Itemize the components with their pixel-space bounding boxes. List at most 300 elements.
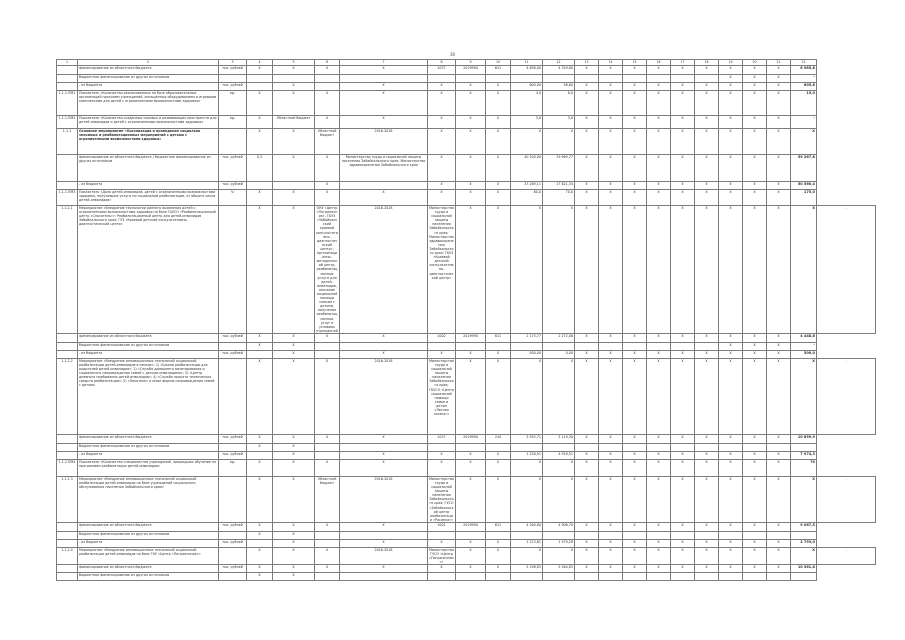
table-cell: X <box>719 451 743 459</box>
table-cell: X <box>456 358 486 434</box>
table-cell <box>247 75 273 83</box>
table-cell: 1.1.1.ПМ2 <box>57 116 78 129</box>
table-cell: X <box>486 182 511 190</box>
table-cell: X <box>340 333 428 342</box>
row-total: 605,6 <box>791 83 817 91</box>
table-cell <box>57 443 78 451</box>
table-cell <box>57 434 78 443</box>
column-number: 1 <box>57 60 78 66</box>
table-cell: X <box>623 91 647 116</box>
table-cell: X <box>623 190 647 206</box>
table-cell: X <box>671 129 695 155</box>
table-cell: X <box>647 182 671 190</box>
table-cell: X <box>767 547 791 564</box>
row-total: X <box>791 358 817 434</box>
table-cell: 611 <box>486 333 511 342</box>
table-cell: X <box>543 547 575 564</box>
table-cell <box>599 443 623 451</box>
table-cell: X <box>247 342 273 350</box>
table-cell: X <box>743 342 767 350</box>
table-cell <box>695 443 719 451</box>
table-cell: ед. <box>219 91 247 116</box>
table-cell: X <box>743 358 767 434</box>
table-cell <box>315 539 340 547</box>
table-cell: X <box>719 91 743 116</box>
table-cell: X <box>247 358 273 434</box>
row-total: - <box>791 75 817 83</box>
table-cell: X <box>456 190 486 206</box>
table-cell: X <box>695 155 719 182</box>
table-cell: X <box>428 350 456 358</box>
column-number: 15 <box>623 60 647 66</box>
table-row <box>57 443 876 451</box>
table-cell: X <box>767 116 791 129</box>
table-cell: X <box>247 522 273 531</box>
table-cell: X <box>543 476 575 522</box>
table-cell: X <box>623 565 647 573</box>
table-cell: X <box>719 476 743 522</box>
table-cell <box>456 443 486 451</box>
table-cell: X <box>623 459 647 476</box>
table-cell <box>767 573 791 581</box>
table-cell: X <box>247 547 273 564</box>
row-total: 500,0 <box>791 350 817 358</box>
table-cell: X <box>575 83 599 91</box>
table-cell: X <box>671 116 695 129</box>
table-cell: X <box>719 434 743 443</box>
table-cell: X <box>599 547 623 564</box>
table-cell: X <box>719 539 743 547</box>
table-cell: X <box>543 129 575 155</box>
table-cell: X <box>273 547 315 564</box>
table-cell: Министерство труда и социальной защиты населения Забайкальского края; Министерство здравоохранения Забайкальского края; ГБУЗ «Краевой детский консультативно-диагностический центр» <box>428 206 456 334</box>
table-cell <box>743 443 767 451</box>
table-cell: X <box>647 459 671 476</box>
table-cell <box>219 206 247 334</box>
table-cell: X <box>247 476 273 522</box>
row-description: финансирование из областного бюджета / бюджетное финансирование из других источников <box>78 155 219 182</box>
table-cell: X <box>456 206 486 334</box>
row-total: 50 560,4 <box>791 182 817 190</box>
table-cell <box>428 75 456 83</box>
column-number: 22 <box>791 60 817 66</box>
table-cell: X <box>647 206 671 334</box>
table-cell: X <box>599 539 623 547</box>
table-cell: X <box>340 83 428 91</box>
table-cell: X <box>247 573 273 581</box>
table-cell: X <box>456 129 486 155</box>
column-number: 20 <box>743 60 767 66</box>
table-cell <box>695 75 719 83</box>
table-cell: X <box>647 155 671 182</box>
table-cell: X <box>719 358 743 434</box>
table-cell <box>57 531 78 539</box>
table-cell: X <box>315 66 340 75</box>
table-cell: X <box>599 350 623 358</box>
row-total: 175,0 <box>791 190 817 206</box>
table-row <box>57 573 876 581</box>
table-cell <box>719 531 743 539</box>
column-number: 3 <box>219 60 247 66</box>
table-cell <box>428 531 456 539</box>
table-cell: X <box>273 434 315 443</box>
table-cell: X <box>599 206 623 334</box>
row-total: - <box>791 116 817 129</box>
table-cell <box>671 531 695 539</box>
table-cell: X <box>247 66 273 75</box>
table-cell: X <box>767 476 791 522</box>
table-cell: X <box>575 155 599 182</box>
table-cell: X <box>315 565 340 573</box>
table-cell: X <box>428 539 456 547</box>
table-cell: X <box>247 434 273 443</box>
table-cell: X <box>743 190 767 206</box>
table-cell: X <box>486 358 511 434</box>
table-cell: 4 329,80 <box>543 66 575 75</box>
table-cell <box>575 443 599 451</box>
table-cell: X <box>315 91 340 116</box>
table-cell: X <box>671 333 695 342</box>
table-cell: X <box>315 358 340 434</box>
table-cell <box>671 75 695 83</box>
table-cell: X <box>695 206 719 334</box>
table-cell <box>486 573 511 581</box>
column-number: 5 <box>273 60 315 66</box>
table-cell: X <box>767 129 791 155</box>
row-total: 10 361,8 <box>791 565 817 573</box>
table-cell <box>219 443 247 451</box>
table-cell: 4 656,00 <box>511 66 543 75</box>
table-cell: X <box>647 358 671 434</box>
table-cell: X <box>695 522 719 531</box>
table-cell: X <box>671 66 695 75</box>
table-cell: X <box>599 155 623 182</box>
table-cell: X <box>428 83 456 91</box>
table-cell: тыс. рублей <box>219 451 247 459</box>
program-table <box>56 59 876 581</box>
table-cell: X <box>273 451 315 459</box>
table-cell: X <box>340 350 428 358</box>
column-number: 21 <box>767 60 791 66</box>
table-cell: 1.1.1.ПМ3 <box>57 190 78 206</box>
table-cell: X <box>486 129 511 155</box>
table-cell: X <box>575 333 599 342</box>
table-cell <box>575 531 599 539</box>
table-cell: X <box>671 565 695 573</box>
table-cell: X <box>315 459 340 476</box>
table-cell: X <box>543 459 575 476</box>
table-cell: X <box>767 83 791 91</box>
table-cell: X <box>273 539 315 547</box>
table-cell <box>57 342 78 350</box>
table-cell <box>428 342 456 350</box>
table-cell: 33 269,11 <box>511 182 543 190</box>
table-cell: тыс. рублей <box>219 539 247 547</box>
table-cell: X <box>671 155 695 182</box>
row-total: 70 <box>791 459 817 476</box>
table-cell: X <box>456 182 486 190</box>
table-cell: X <box>767 182 791 190</box>
table-cell: X <box>743 565 767 573</box>
table-cell: X <box>315 116 340 129</box>
table-cell <box>599 342 623 350</box>
table-row <box>57 66 876 75</box>
table-cell: X <box>671 522 695 531</box>
table-cell: 4 906,70 <box>543 522 575 531</box>
table-cell: X <box>623 358 647 434</box>
table-cell <box>511 75 543 83</box>
table-row <box>57 476 876 522</box>
table-cell: 1.1.1 <box>57 129 78 155</box>
table-cell: X <box>486 206 511 334</box>
table-cell <box>340 573 428 581</box>
table-cell: X <box>623 451 647 459</box>
row-total: 7 974,3 <box>791 451 817 459</box>
table-cell <box>219 342 247 350</box>
table-cell: тыс. рублей <box>219 182 247 190</box>
table-cell: X <box>743 434 767 443</box>
table-cell: X <box>623 434 647 443</box>
table-cell: X <box>599 459 623 476</box>
table-cell: X <box>273 443 315 451</box>
table-cell: X <box>743 206 767 334</box>
table-cell: X <box>543 358 575 434</box>
table-cell: X <box>743 83 767 91</box>
table-cell <box>719 573 743 581</box>
table-cell <box>543 443 575 451</box>
table-cell: X <box>743 451 767 459</box>
table-cell: ОКУ «Центр «Пограничник», ГБУЗ «Забайкальский краевой консультативно-диагностический центр», организационно-методический центр, реабилитационные услуги для детей-инвалидов, оказание социальной помощи семьям с детьми, получение реабилитационных услуг в условиях учреждений <box>316 206 338 333</box>
table-cell: X <box>695 333 719 342</box>
table-cell: 5 119,30 <box>543 434 575 443</box>
table-cell: тыс. рублей <box>219 434 247 443</box>
table-cell: X <box>340 190 428 206</box>
table-cell: X <box>273 522 315 531</box>
table-cell: 1.1.1.ПМ1 <box>57 91 78 116</box>
table-cell: 1.1.2.3 <box>57 476 78 522</box>
table-cell: X <box>695 565 719 573</box>
table-cell: X <box>599 333 623 342</box>
table-cell: X <box>695 547 719 564</box>
row-total: 4 448,8 <box>791 333 817 342</box>
table-cell: X <box>273 531 315 539</box>
table-cell <box>315 573 340 581</box>
table-cell: 500,00 <box>511 350 543 358</box>
table-cell <box>219 547 247 564</box>
table-cell: X <box>486 451 511 459</box>
table-cell: X <box>767 190 791 206</box>
table-cell: 611 <box>486 522 511 531</box>
row-total: X <box>791 547 817 564</box>
table-cell: 40 100,00 <box>511 155 543 182</box>
table-cell: X <box>695 358 719 434</box>
page-number: 30 <box>449 52 456 57</box>
table-cell: X <box>575 129 599 155</box>
table-cell: X <box>767 66 791 75</box>
table-cell <box>340 182 428 190</box>
table-cell: X <box>247 190 273 206</box>
row-description: Мероприятие «Внедрение инновационных технологий социальной реабилитации детей-инвалидов на базе ГКУ «Центр «Пограничник»» <box>78 547 219 564</box>
table-cell: X <box>719 75 743 83</box>
table-cell: X <box>575 350 599 358</box>
table-cell: X <box>695 451 719 459</box>
table-row <box>57 434 876 443</box>
table-cell <box>315 350 340 358</box>
table-cell: X <box>273 66 315 75</box>
table-cell: X <box>647 190 671 206</box>
table-cell: X <box>623 129 647 155</box>
row-description: финансирование из областного бюджета <box>78 66 219 75</box>
table-cell: 611 <box>486 66 511 75</box>
table-cell: X <box>575 190 599 206</box>
table-cell <box>247 182 273 190</box>
table-cell: X <box>647 66 671 75</box>
table-cell: X <box>623 155 647 182</box>
table-cell: X <box>719 66 743 75</box>
table-cell: X <box>340 66 428 75</box>
row-description: финансирование из областного бюджета <box>78 434 219 443</box>
table-row <box>57 182 876 190</box>
table-cell <box>647 75 671 83</box>
table-cell: 2 175,77 <box>511 333 543 342</box>
table-cell <box>767 531 791 539</box>
table-cell: X <box>273 459 315 476</box>
table-cell: X <box>743 116 767 129</box>
table-cell: X <box>575 434 599 443</box>
table-row <box>57 358 876 434</box>
table-cell <box>428 443 456 451</box>
table-cell: 3,0 <box>543 116 575 129</box>
table-cell: X <box>599 66 623 75</box>
table-cell: 60,0 <box>511 190 543 206</box>
table-row <box>57 565 876 573</box>
table-cell: X <box>428 155 456 182</box>
table-cell: X <box>719 83 743 91</box>
row-description: бюджетное финансирование из других источников <box>78 531 219 539</box>
table-cell <box>247 451 273 459</box>
table-cell: 17 621,34 <box>543 182 575 190</box>
table-row <box>57 116 876 129</box>
table-cell: X <box>340 459 428 476</box>
table-cell: X <box>647 350 671 358</box>
table-cell: X <box>719 129 743 155</box>
table-cell: X <box>428 459 456 476</box>
table-cell <box>428 573 456 581</box>
table-cell: X <box>695 83 719 91</box>
row-total: - <box>791 342 817 350</box>
table-cell: X <box>719 522 743 531</box>
row-description: бюджетное финансирование из других источников <box>78 443 219 451</box>
table-cell: X <box>599 358 623 434</box>
table-cell: X <box>719 333 743 342</box>
row-total: 2 793,0 <box>791 539 817 547</box>
table-cell: 2016-2018 <box>340 547 428 564</box>
row-description: - из бюджета <box>78 451 219 459</box>
table-cell: X <box>695 190 719 206</box>
table-cell: X <box>273 206 315 334</box>
table-cell <box>599 531 623 539</box>
table-cell <box>767 443 791 451</box>
table-cell <box>486 531 511 539</box>
table-cell <box>695 342 719 350</box>
table-cell <box>575 75 599 83</box>
table-cell: X <box>273 573 315 581</box>
table-cell: Министерство труда и социальной защиты населения Забайкальского края; ГБУСО «Центр социальной помощи семье и детям «Лесная сказка»» <box>428 358 456 434</box>
table-cell: X <box>511 459 543 476</box>
table-cell <box>219 129 247 155</box>
table-cell <box>315 75 340 83</box>
table-cell: X <box>695 116 719 129</box>
table-row <box>57 350 876 358</box>
table-cell: X <box>767 155 791 182</box>
table-cell: 98,60 <box>543 83 575 91</box>
table-cell: X <box>486 91 511 116</box>
table-cell: X <box>575 539 599 547</box>
row-description: - из бюджета <box>78 83 219 91</box>
table-cell <box>273 75 315 83</box>
table-cell: X <box>511 547 543 564</box>
table-cell <box>575 573 599 581</box>
table-cell: X <box>647 129 671 155</box>
table-cell: X <box>340 91 428 116</box>
table-cell: X <box>486 547 511 564</box>
table-cell <box>511 531 543 539</box>
row-description: бюджетное финансирование из других источников <box>78 573 219 581</box>
table-cell: X <box>456 539 486 547</box>
table-cell: X <box>575 476 599 522</box>
table-cell: X <box>623 522 647 531</box>
table-cell: 5 164,83 <box>543 565 575 573</box>
table-cell: тыс. рублей <box>219 333 247 342</box>
table-cell: X <box>273 565 315 573</box>
table-cell: 4 918,51 <box>543 451 575 459</box>
table-cell: X <box>247 116 273 129</box>
table-cell: X <box>719 350 743 358</box>
table-cell: X <box>647 547 671 564</box>
table-cell: 70,0 <box>543 190 575 206</box>
table-cell: X <box>273 155 315 182</box>
table-cell: 1.1.2.4 <box>57 547 78 564</box>
table-cell: X <box>315 434 340 443</box>
table-cell: X <box>428 565 456 573</box>
table-cell <box>57 333 78 342</box>
table-cell <box>599 573 623 581</box>
table-cell <box>456 342 486 350</box>
table-cell: X <box>340 539 428 547</box>
table-cell: X <box>671 350 695 358</box>
column-number: 12 <box>543 60 575 66</box>
table-cell: тыс. рублей <box>219 83 247 91</box>
table-cell: X <box>743 350 767 358</box>
table-cell: X <box>647 434 671 443</box>
table-cell: X <box>671 182 695 190</box>
row-total <box>791 573 817 581</box>
table-cell: Областной бюджет <box>273 116 315 129</box>
row-description: Показатель «Количество реализованных на базе образовательных организаций программ учреждений, оснащённых оборудованием и игровыми комплексами для детей с ограниченными возможностями здоровья» <box>78 91 219 116</box>
row-description: Основное мероприятие «Организация и проведение социально значимых и реабилитационных мероприятий с детьми с ограниченными возможностями здоровья» <box>78 129 219 155</box>
table-cell: X <box>486 459 511 476</box>
row-total: 10 859,9 <box>791 434 817 443</box>
table-cell <box>623 75 647 83</box>
table-cell: X <box>340 565 428 573</box>
table-cell: X <box>247 565 273 573</box>
table-cell: X <box>743 459 767 476</box>
table-cell: X <box>743 476 767 522</box>
row-total: X <box>791 129 817 155</box>
table-cell: X <box>623 116 647 129</box>
table-cell <box>57 573 78 581</box>
table-cell <box>57 182 78 190</box>
